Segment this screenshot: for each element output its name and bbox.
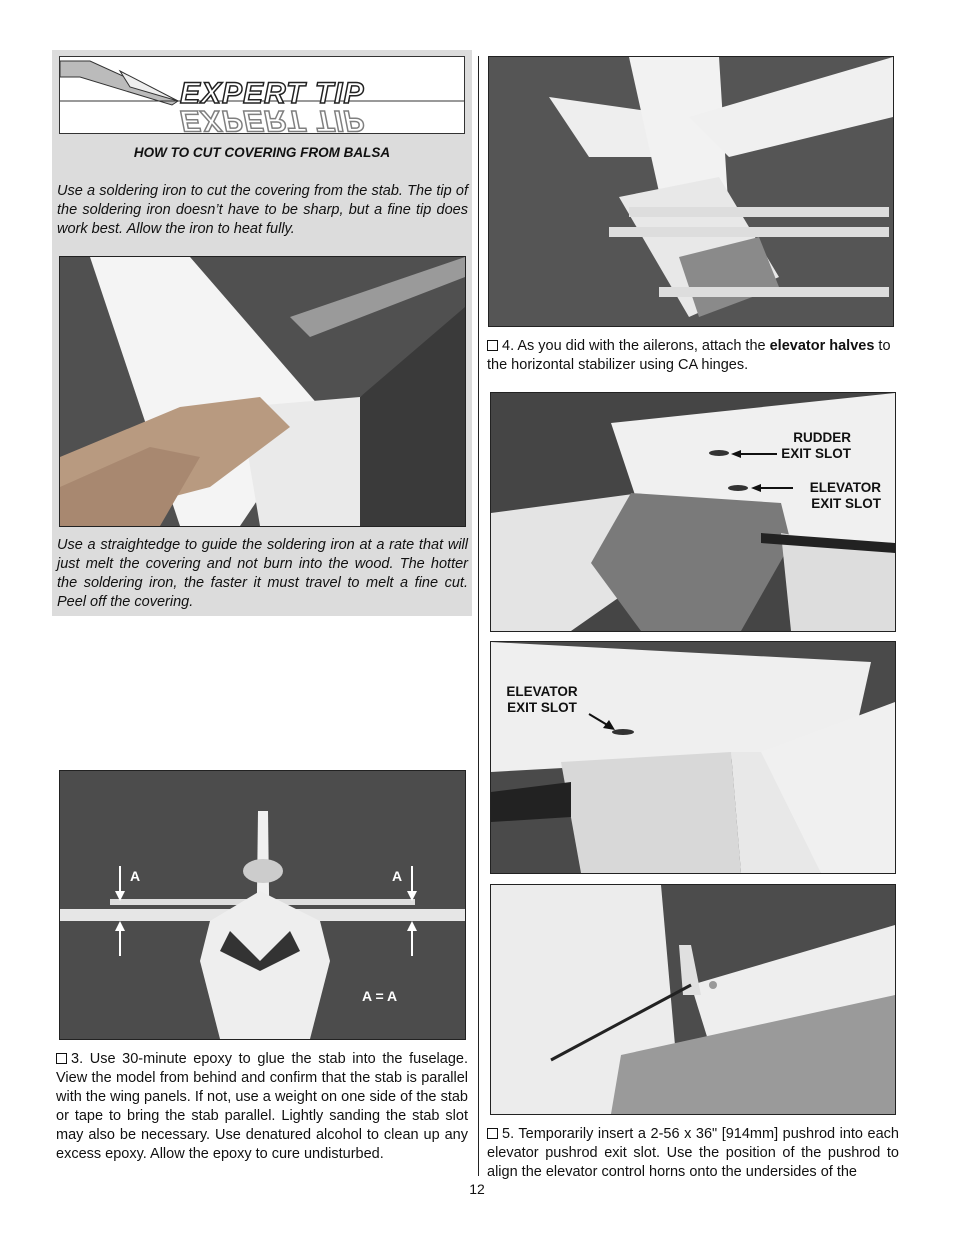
column-divider: [478, 56, 479, 1176]
expert-tip-title: EXPERT TIP: [180, 77, 365, 110]
step-4-text: 4. As you did with the ailerons, attach the elevator halves to the horizontal stabilizer using CA hinges.: [487, 338, 891, 373]
step-3-text: 3. Use 30-minute epoxy to glue the stab into the fuselage. View the model from behind and confirm that the stab is parallel with the wing panels. If not, use a weight on one side of the stab or tape to bring the stab parallel. Lightly sanding the stab slot may also be necessary. Use denatured alcohol to clean up any excess epoxy. Allow the epoxy to cure undisturbed.: [56, 1051, 468, 1162]
page-number: 12: [469, 1181, 485, 1197]
tip-subheading: HOW TO CUT COVERING FROM BALSA: [133, 145, 391, 160]
label-a-equals-a: A = A: [362, 988, 398, 1004]
label-rudder-exit-slot: RUDDER EXIT SLOT: [781, 430, 851, 461]
label-a-right: A: [392, 868, 403, 884]
tip-caption: Use a straightedge to guide the soldering iron at a rate that will just melt the covering and not burn into the wood. The hotter the soldering iron, the faster it must travel to melt a fine cut. Peel off the covering.: [57, 537, 468, 610]
label-elevator-exit-slot-2: ELEVATOR EXIT SLOT: [506, 684, 578, 715]
label-a-left: A: [130, 868, 141, 884]
photo-exit-slots: [490, 392, 896, 632]
checkbox-icon[interactable]: [487, 340, 498, 351]
expert-tip-title-reflection: EXPERT TIP: [180, 104, 365, 137]
photo-stab-alignment: [59, 770, 466, 1040]
photo-elevator-exit-slot: [490, 641, 896, 874]
label-elevator-exit-slot: ELEVATOR EXIT SLOT: [809, 480, 881, 511]
expert-tip-header: [59, 56, 465, 137]
photo-tail-assembly: [488, 56, 894, 327]
step-5-text: 5. Temporarily insert a 2-56 x 36" [914mm] pushrod into each elevator pushrod exit slot. Use the position of the pushrod to align the elevator control horns onto the undersides of the: [487, 1126, 899, 1180]
photo-pushrod-in-slot: [490, 884, 896, 1115]
checkbox-icon[interactable]: [487, 1128, 498, 1139]
photo-cutting-covering: [59, 256, 466, 527]
checkbox-icon[interactable]: [56, 1053, 67, 1064]
tip-intro: Use a soldering iron to cut the covering from the stab. The tip of the soldering iron doesn’t have to be sharp, but a fine tip does work best. Allow the iron to heat fully.: [57, 183, 468, 237]
